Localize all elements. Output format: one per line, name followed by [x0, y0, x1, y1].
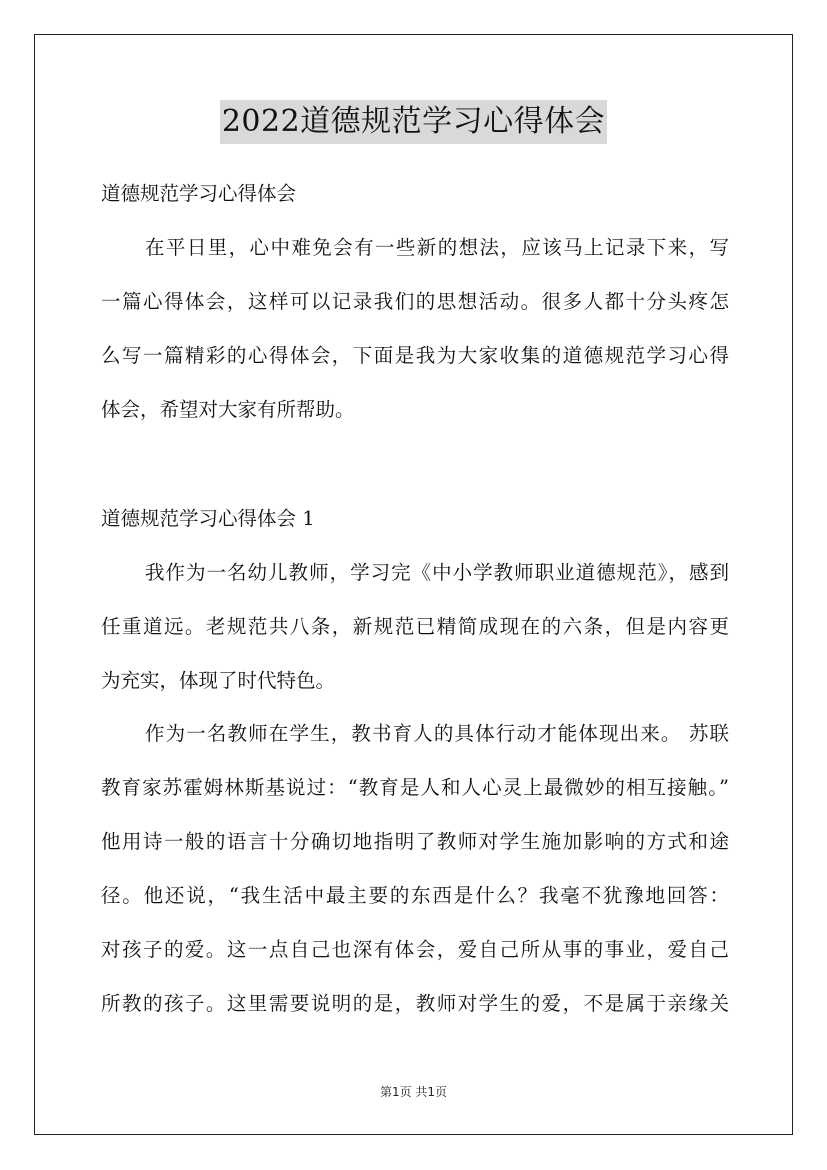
intro-line-1: 在平日里，心中难免会有一些新的想法，应该马上记录下来，写 [145, 236, 729, 259]
section1-para1-line-3: 为充实，体现了时代特色。 [101, 669, 336, 692]
document-title: 2022道德规范学习心得体会 [220, 100, 607, 144]
section1-para2-line-6: 所教的孩子。这里需要说明的是，教师对学生的爱，不是属于亲缘关 [101, 992, 729, 1015]
section1-heading: 道德规范学习心得体会 1 [101, 507, 315, 530]
section1-para2-line-2: 教育家苏霍姆林斯基说过：“教育是人和人心灵上最微妙的相互接触。” [101, 776, 729, 799]
section1-para2-line-3: 他用诗一般的语言十分确切地指明了教师对学生施加影响的方式和途 [101, 830, 729, 853]
page-footer: 第1页 共1页 [379, 1085, 448, 1099]
section1-para1-line-1: 我作为一名幼儿教师，学习完《中小学教师职业道德规范》，感到 [145, 561, 729, 584]
section1-para1-line-2: 任重道远。老规范共八条，新规范已精简成现在的六条，但是内容更 [101, 615, 729, 638]
intro-line-4: 体会，希望对大家有所帮助。 [101, 398, 355, 421]
document-title-wrapper [0, 100, 827, 144]
intro-line-3: 么写一篇精彩的心得体会，下面是我为大家收集的道德规范学习心得 [101, 344, 729, 367]
section1-para2-line-5: 对孩子的爱。这一点自己也深有体会，爱自己所从事的事业，爱自己 [101, 938, 729, 961]
intro-line-2: 一篇心得体会，这样可以记录我们的思想活动。很多人都十分头疼怎 [101, 290, 729, 313]
section1-para2-line-1: 作为一名教师在学生，教书育人的具体行动才能体现出来。 苏联 [145, 722, 729, 745]
section1-para2-line-4: 径。他还说，“我生活中最主要的东西是什么？我毫不犹豫地回答： [101, 884, 729, 907]
intro-heading: 道德规范学习心得体会 [101, 182, 297, 205]
